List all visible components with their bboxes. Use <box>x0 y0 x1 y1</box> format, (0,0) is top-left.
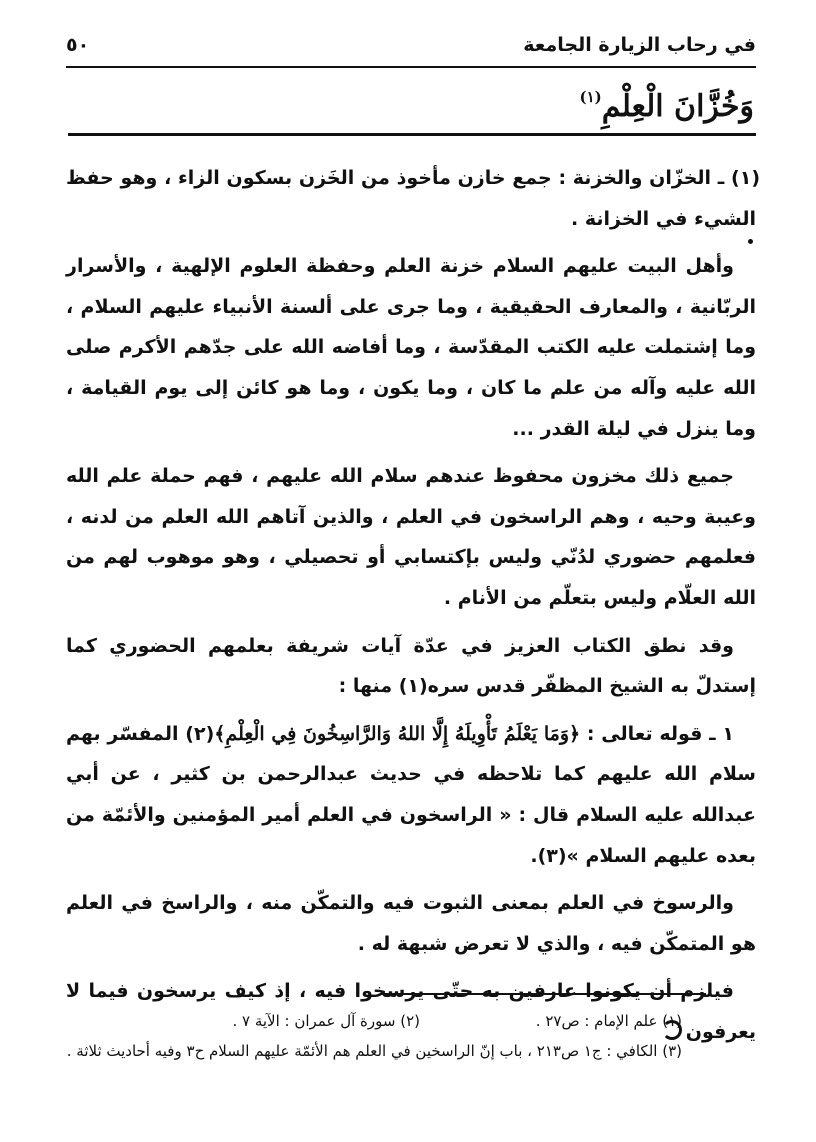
footnote-1: (١) علم الإمام : ص٢٧ . <box>535 1012 682 1030</box>
section-heading <box>579 88 754 124</box>
footnote-3: (٣) الكافي : ج١ ص٢١٣ ، باب إنّ الراسخين في العلم هم الأئمّة عليهم السلام ح٣ وفيه أحاديث ثلاثة . <box>66 1042 682 1060</box>
running-header <box>66 30 756 60</box>
paragraph-3: جميع ذلك مخزون محفوظ عندهم سلام الله عليهم ، فهم حملة علم الله وعيبة وحيه ، وهم الراسخون في العلم ، والذين آتاهم الله العلم من لدنه ، فعلمهم حضوري لدُنّي وليس بإكتسابي أو تحصيلي ، وهو موهوب لهم من الله العلّام وليس بتعلّم من الأنام . <box>66 465 756 609</box>
footnote-2: (٢) سورة آل عمران : الآية ٧ . <box>232 1012 420 1030</box>
heading-text: وَخُزَّانَ الْعِلْمِ <box>601 89 754 124</box>
header-divider <box>66 66 756 68</box>
quran-verse: ﴿وَمَا يَعْلَمُ تَأْوِيلَهُ إِلَّا اللهُ وَالرَّاسِخُونَ فِي الْعِلْمِ﴾ <box>214 722 581 745</box>
body-text <box>66 158 760 1059</box>
footnotes <box>66 1012 682 1060</box>
paragraph-5-rest: (٢) المفسّر بهم سلام الله عليهم كما تلاحظه في حديث عبدالرحمن بن كثير ، عن أبي عبدالله عليه السلام قال : « الراسخون في العلم أمير المؤمنين والأئمّة من بعده عليهم السلام »(٣). <box>66 722 756 867</box>
paragraph-2: وأهل البيت عليهم السلام خزنة العلم وحفظة العلوم الإلهية ، والأسرار الربّانية ، والمعارف الحقيقية ، وما جرى على ألسنة الأنبياء عليهم السلام ، وما إشتملت عليه الكتب المقدّسة ، وما أفاضه الله على جدّهم الأكرم صلى الله عليه وآله من علم ما كان ، وما يكون ، وما هو كائن إلى يوم القيامة ، وما ينزل في ليلة القدر ... <box>66 255 756 440</box>
paragraph-1: (١) ـ الخزّان والخزنة : جمع خازن مأخوذ من الخَزن بسكون الزاء ، وهو حفظ الشيء في الخزانة . <box>66 167 760 230</box>
paragraph-5-start: ١ ـ قوله تعالى : <box>586 722 735 745</box>
footnote-row <box>70 1012 682 1042</box>
heading-note-ref: (١) <box>579 88 602 106</box>
paragraph-7-text: فيلزم أن يكونوا عارفين به حتّى يرسخوا فيه ، إذ كيف يرسخون فيما لا يعرفون <box>66 980 756 1043</box>
paragraph-6: والرسوخ في العلم بمعنى الثبوت فيه والتمكّن منه ، والراسخ في العلم هو المتمكّن فيه ، والذي لا تعرض شبهة له . <box>66 892 756 955</box>
header-title: في رحاب الزيارة الجامعة <box>523 34 756 56</box>
footnote-divider <box>380 993 706 995</box>
paragraph-4: وقد نطق الكتاب العزيز في عدّة آيات شريفة بعلمهم الحضوري كما إستدلّ به الشيخ المظفّر قدس سره(١) منها : <box>66 634 756 698</box>
heading-divider <box>68 133 756 136</box>
page-number: ٥٠ <box>66 34 90 56</box>
paragraph-5 <box>66 714 756 876</box>
